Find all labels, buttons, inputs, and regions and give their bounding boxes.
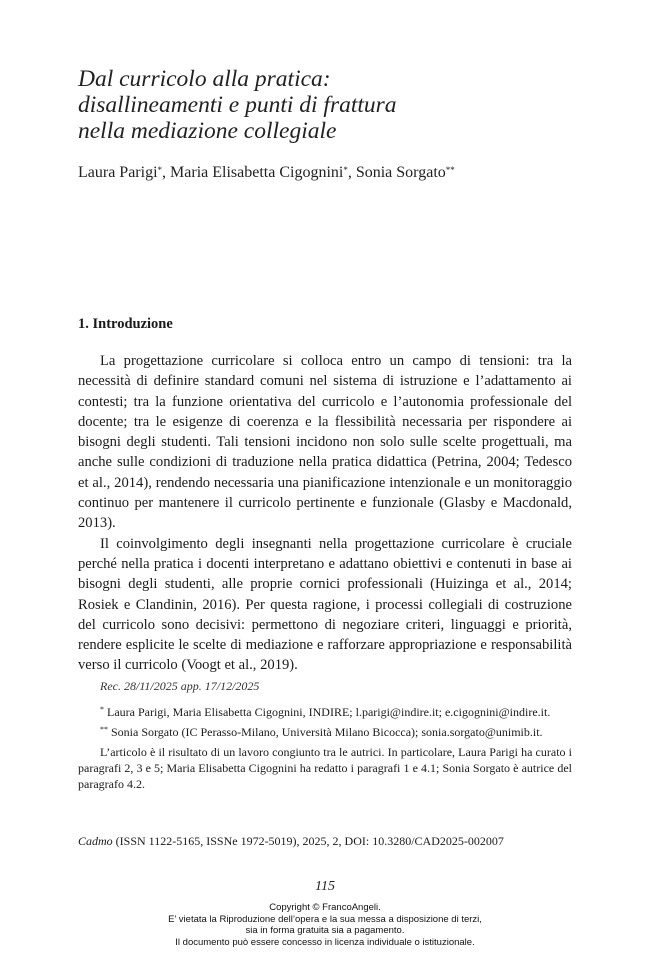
journal-name: Cadmo [78, 834, 113, 848]
footnote-text: Sonia Sorgato (IC Perasso-Milano, Università Milano Bicocca); sonia.sorgato@unimib.it. [111, 725, 543, 739]
author-affiliation-mark: * [343, 165, 348, 175]
footnote-mark: * [100, 705, 104, 714]
author-separator: , [347, 164, 356, 181]
title-line: nella mediazione collegiale [78, 118, 337, 144]
copyright-line: sia in forma gratuita sia a pagamento. [245, 925, 405, 937]
page-number: 115 [315, 879, 335, 894]
footnotes [78, 704, 572, 796]
author-list [78, 163, 578, 183]
footnote [78, 744, 572, 792]
author-name: Sonia Sorgato [355, 164, 446, 181]
author-separator: , [162, 164, 171, 181]
citation-details: (ISSN 1122-5165, ISSNe 1972-5019), 2025, 2, DOI: 10.3280/CAD2025-002007 [112, 834, 504, 848]
title-line: disallineamenti e punti di frattura [78, 92, 397, 118]
citation-line [78, 834, 504, 849]
footnote [78, 724, 572, 740]
copyright-line: Copyright © FrancoAngeli. [269, 902, 381, 913]
received-accepted-dates: Rec. 28/11/2025 app. 17/12/2025 [100, 679, 260, 693]
author-name: Maria Elisabetta Cigognini [170, 164, 344, 181]
copyright-notice [0, 902, 650, 948]
author-affiliation-mark: ** [445, 165, 455, 175]
title-line: Dal curricolo alla pratica: [78, 66, 331, 92]
author-affiliation-mark: * [157, 165, 163, 175]
footnote-mark: ** [100, 725, 108, 734]
footnote-text: Laura Parigi, Maria Elisabetta Cigognini, INDIRE; l.parigi@indire.it; e.cigognini@indire.it. [107, 705, 551, 719]
body-paragraph: Il coinvolgimento degli insegnanti nella progettazione curricolare è cruciale perché nella pratica i docenti interpretano e adattano obiettivi e contenuti in base ai bisogni degli studenti, alle proprie cornici professionali (Huizinga et al., 2014; Rosiek e Clandinin, 2016). Per questa ragione, i processi collegiali di costruzione del curricolo sono decisivi: permettono di negoziare criteri, linguaggi e priorità, rendere esplicite le scelte di mediazione e rafforzare appropriazione e responsabilità verso il curricolo (Voogt et al., 2019). [78, 535, 572, 674]
footnote-text: L’articolo è il risultato di un lavoro congiunto tra le autrici. In particolare, Laura Parigi ha curato i paragrafi 2, 3 e 5; Maria Elisabetta Cigognini ha redatto i paragrafi 1 e 4.1; Sonia Sorgato è autrice del paragrafo 4.2. [78, 745, 572, 791]
section-heading: 1. Introduzione [78, 316, 173, 332]
body-paragraph: La progettazione curricolare si colloca entro un campo di tensioni: tra la necessità di definire standard comuni nel sistema di istruzione e l’adattamento ai contesti; tra la funzione orientativa del curricolo e l’autonomia professionale del docente; tra le esigenze di coerenza e la flessibilità necessaria per rispondere ai bisogni degli studenti. Tali tensioni incidono non solo sulle scelte progettuali, ma anche sulle condizioni di traduzione nella pratica didattica (Petrina, 2004; Tedesco et al., 2014), rendendo necessaria una pianificazione intenzionale e un monitoraggio continuo per mantenere il curricolo pertinente e funzionale (Glasby e Macdonald, 2013). [78, 353, 572, 532]
author-name: Laura Parigi [78, 164, 158, 181]
body-text [78, 351, 572, 676]
footnote [78, 704, 572, 720]
copyright-line: E’ vietata la Riproduzione dell’opera e la sua messa a disposizione di terzi, [168, 913, 482, 925]
article-title [78, 66, 578, 144]
copyright-line: Il documento può essere concesso in licenza individuale o istituzionale. [175, 936, 475, 948]
